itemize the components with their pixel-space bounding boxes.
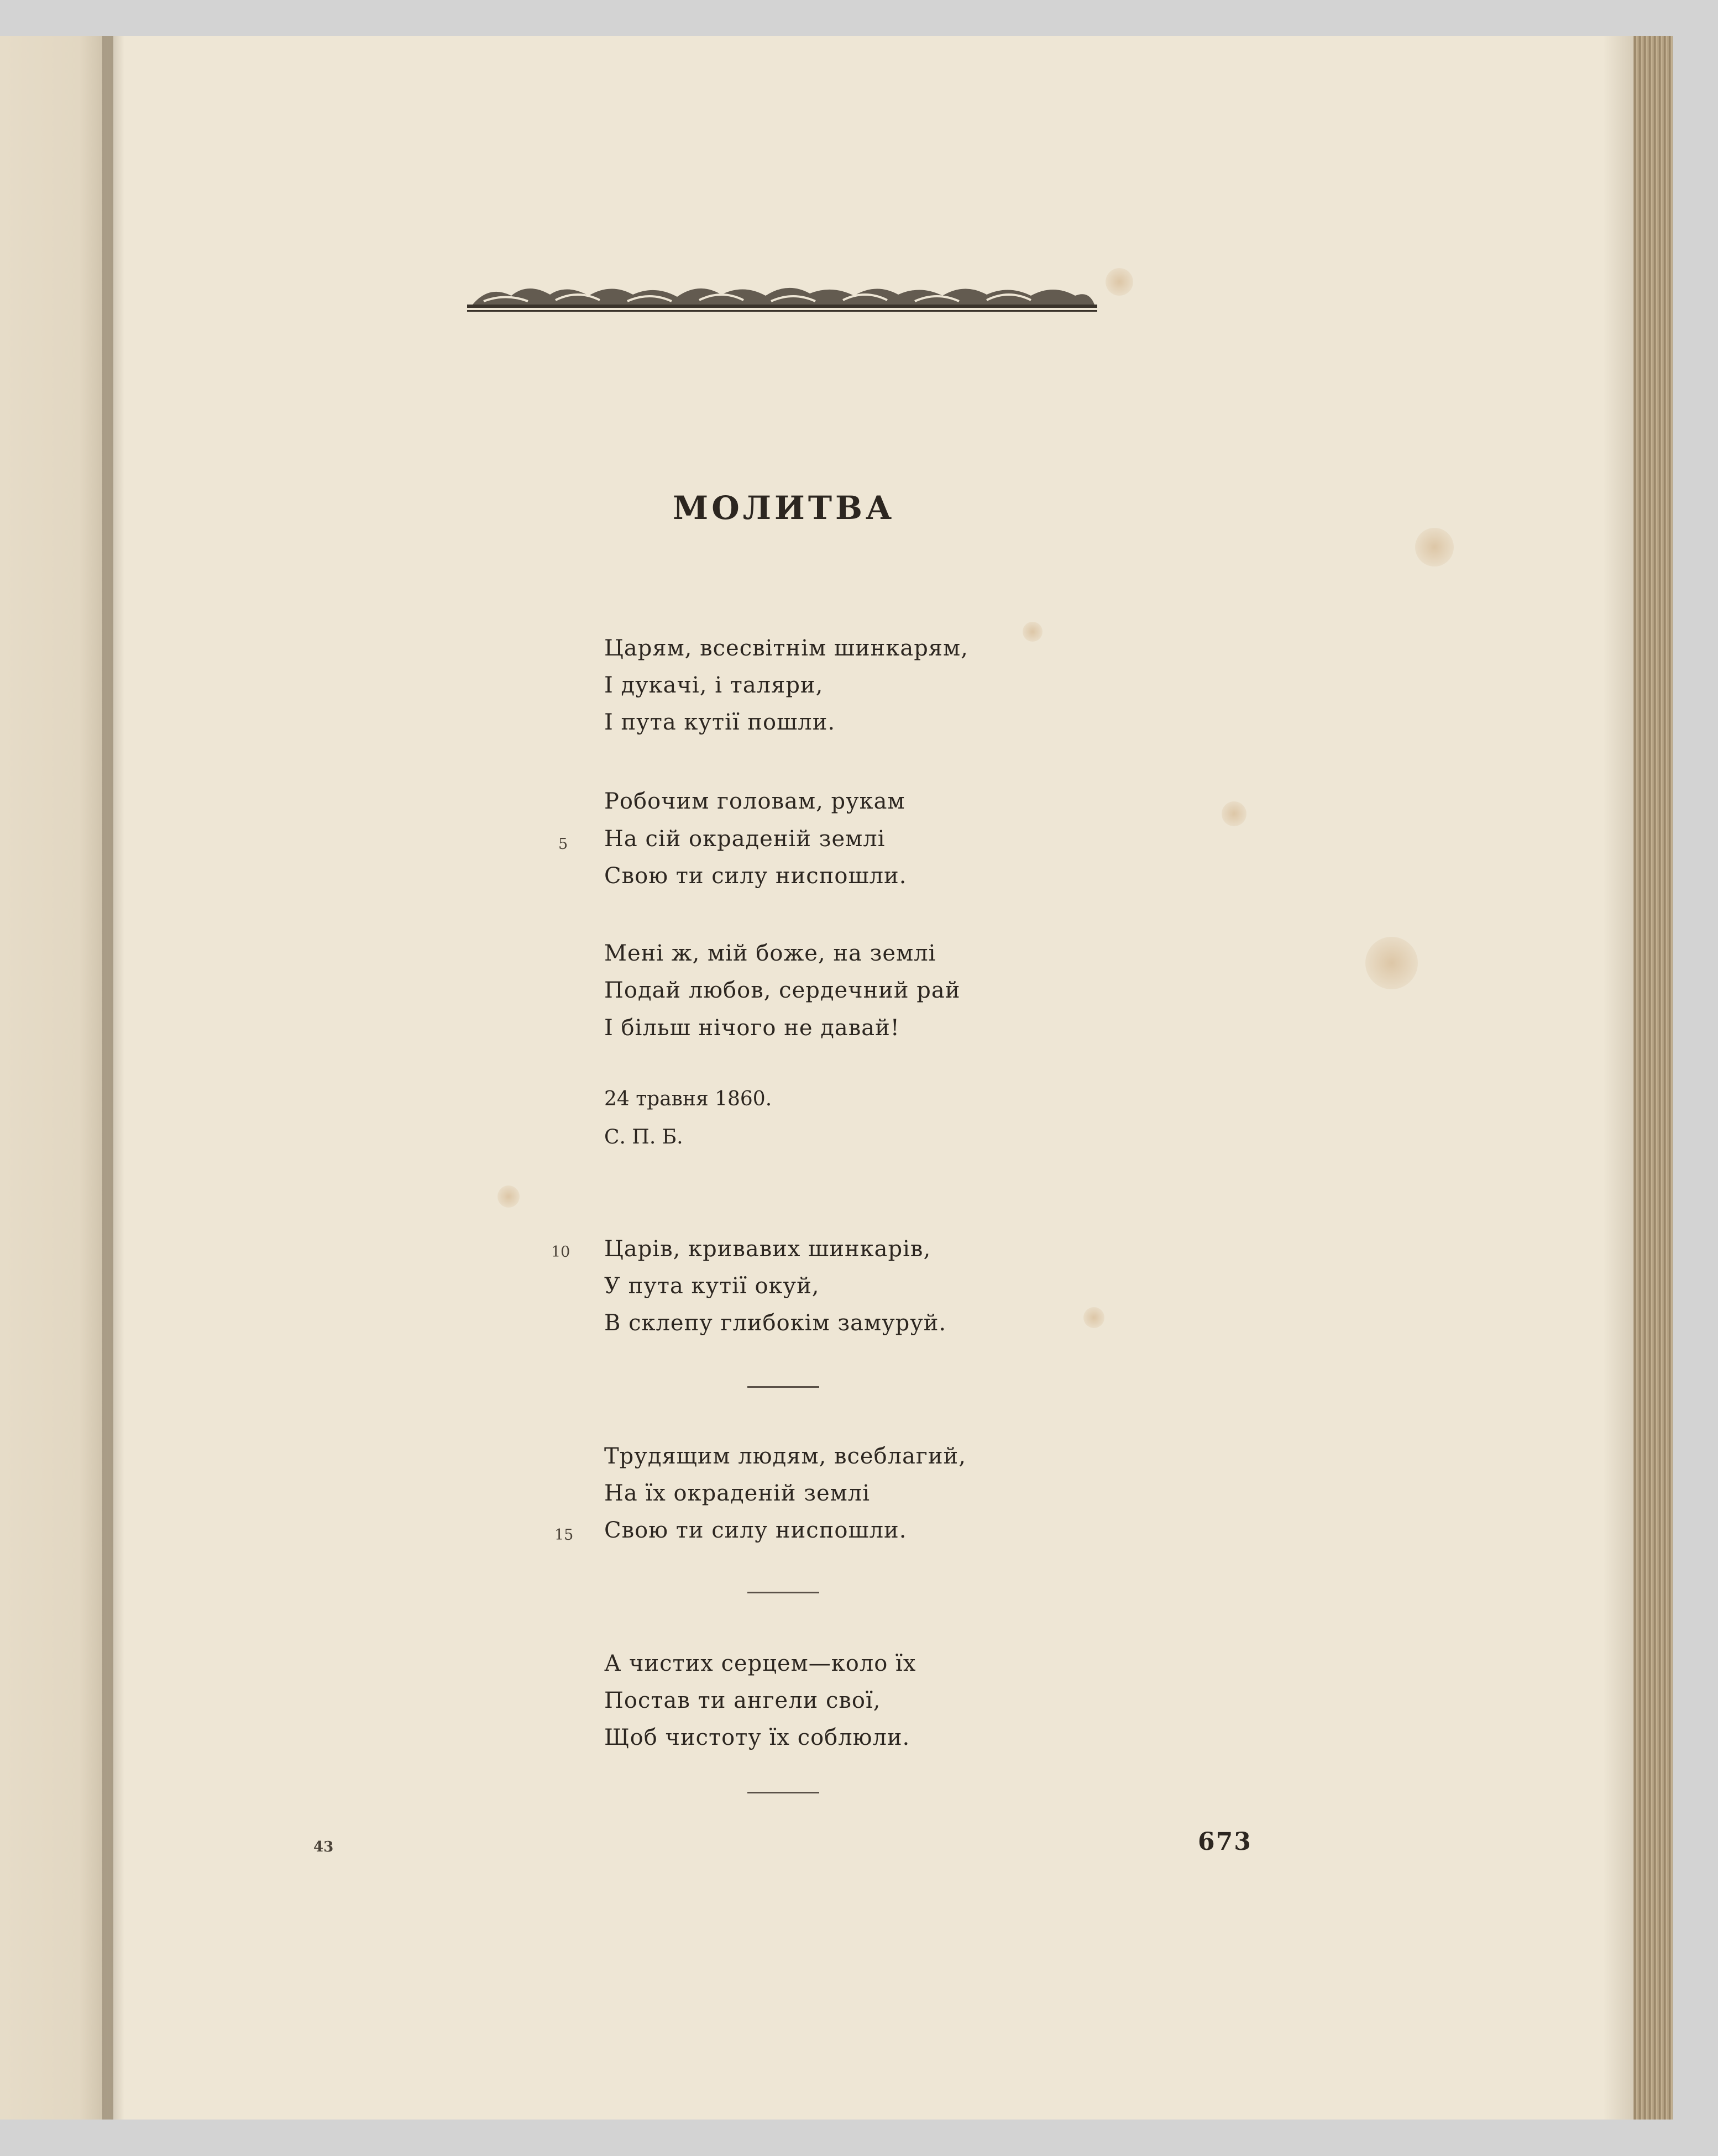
page-number: 673 [1198, 1828, 1252, 1856]
verse-line: І дукачі, і таляри, [604, 673, 824, 698]
gutter-shadow [102, 36, 124, 2120]
line-number: 10 [551, 1244, 570, 1261]
poem-title: МОЛИТВА [673, 489, 895, 527]
variant-line: А чистих серцем—коло їх [604, 1651, 916, 1676]
variant-line: В склепу глибокім замуруй. [604, 1310, 947, 1336]
verse-line: Мені ж, мій боже, на землі [604, 941, 936, 966]
page-edge-shadow [1603, 36, 1636, 2120]
left-page-edge [0, 36, 113, 2120]
variant-line: На їх окраденій землі [604, 1481, 870, 1506]
variant-line: Постав ти ангели свої, [604, 1688, 881, 1713]
foxing-spot [1365, 937, 1418, 989]
verse-line: Царям, всесвітнім шинкарям, [604, 636, 968, 661]
foxing-spot [1222, 801, 1246, 826]
foxing-spot [1083, 1307, 1104, 1328]
verse-line: Подай любов, сердечний рай [604, 978, 961, 1003]
foxing-spot [1415, 528, 1454, 566]
variant-line: У пута кутії окуй, [604, 1273, 820, 1299]
verse-line: Робочим головам, рукам [604, 789, 905, 814]
decorative-headpiece [467, 279, 1097, 321]
foxing-spot [497, 1185, 520, 1208]
poem-place: С. П. Б. [604, 1126, 683, 1148]
section-rule [747, 1792, 819, 1793]
line-number: 15 [554, 1526, 574, 1544]
verse-line: Свою ти силу ниспошли. [604, 863, 907, 889]
foxing-spot [1023, 622, 1043, 642]
variant-line: Щоб чистоту їх соблюли. [604, 1725, 910, 1750]
book-page [113, 36, 1639, 2120]
verse-line: І більш нічого не давай! [604, 1015, 900, 1041]
printer-signature-mark: 43 [313, 1839, 334, 1855]
section-rule [747, 1592, 819, 1593]
variant-line: Свою ти силу ниспошли. [604, 1518, 907, 1543]
variant-line: Трудящим людям, всеблагий, [604, 1444, 966, 1469]
poem-date: 24 травня 1860. [604, 1088, 772, 1110]
section-rule [747, 1386, 819, 1388]
variant-line: Царів, кривавих шинкарів, [604, 1236, 931, 1262]
scanned-spread [0, 36, 1673, 2120]
line-number: 5 [558, 836, 568, 853]
page-stack-edges [1633, 36, 1673, 2120]
verse-line: І пута кутії пошли. [604, 710, 836, 735]
foxing-spot [1106, 268, 1133, 296]
verse-line: На сій окраденій землі [604, 826, 886, 852]
